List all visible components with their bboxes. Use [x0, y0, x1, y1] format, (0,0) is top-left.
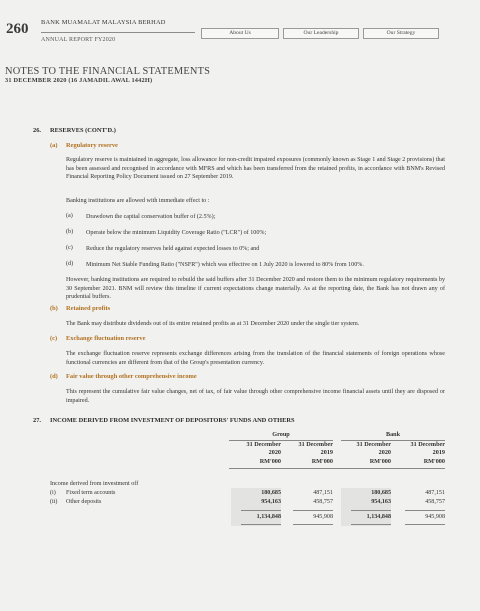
column-header-year: 2020	[378, 449, 391, 457]
subsection-b-letter: (b)	[50, 305, 58, 312]
column-header-unit: RM'000	[311, 457, 333, 465]
column-header	[275, 441, 333, 466]
header-underline	[229, 468, 445, 469]
total-rule	[293, 510, 333, 511]
fair-value-paragraph: This represent the cumulative fair value changes, net of tax, of fair value through other comprehensive income financial assets until they are disposed or impaired.	[66, 389, 445, 404]
cell-bank-2019: 458,757	[425, 499, 445, 505]
report-name: ANNUAL REPORT FY2020	[41, 37, 116, 43]
page-title: NOTES TO THE FINANCIAL STATEMENTS	[5, 66, 211, 77]
regulatory-reserve-paragraph: Regulatory reserve is maintained in aggregate, loss allowance for non-credit impaired exposures (commonly known as Stage 1 and Stage 2 provisions) that has been assessed and recognised in accordance with MFRS and which has been transferred from the retained profits, in accordance with BNM's Revised Financial Reporting Policy Document issued on 27 September 2019.	[66, 157, 445, 180]
page-subtitle: 31 DECEMBER 2020 (16 JAMADIL AWAL 1442H)	[5, 77, 153, 84]
bank-label: Bank	[385, 431, 401, 438]
total-bank-2020: 1,134,848	[366, 514, 391, 520]
column-header-date: 31 December	[246, 441, 281, 448]
list-item-c-letter: (c)	[66, 245, 73, 251]
column-header-unit: RM'000	[423, 457, 445, 465]
column-header-unit: RM'000	[369, 457, 391, 465]
total-bank-2019: 945,908	[425, 514, 445, 520]
row-index: (i)	[50, 490, 56, 496]
column-header-unit: RM'000	[259, 457, 281, 465]
exchange-fluctuation-paragraph: The exchange fluctuation reserve represents exchange differences arising from the translation of the financial statements of foreign operations whose functional currencies are different from that of the Group's presentation currency.	[66, 351, 445, 366]
subsection-d-title: Fair value through other comprehensive income	[66, 373, 197, 380]
list-item-a-text: Drawdown the capital conservation buffer of (2.5%);	[86, 214, 216, 220]
column-header	[387, 441, 445, 466]
row-label: Other deposits	[66, 499, 102, 505]
section-27-number: 27.	[33, 417, 41, 424]
column-header	[333, 441, 391, 466]
section-27-title: INCOME DERIVED FROM INVESTMENT OF DEPOSITORS' FUNDS AND OTHERS	[50, 417, 295, 424]
list-item-b-letter: (b)	[66, 229, 74, 235]
cell-group-2019: 458,757	[313, 499, 333, 505]
header-divider	[41, 32, 195, 33]
cell-bank-2020: 180,685	[371, 490, 391, 496]
banking-institutions-paragraph: Banking institutions are allowed with immediate effect to :	[66, 198, 210, 204]
total-double-rule	[405, 524, 445, 525]
list-item-d-letter: (d)	[66, 261, 74, 267]
nav-about-us-button[interactable]: About Us	[201, 28, 279, 39]
total-rule	[405, 510, 445, 511]
income-derived-heading: Income derived from investment off	[50, 481, 139, 487]
column-header-date: 31 December	[356, 441, 391, 448]
total-rule	[351, 510, 391, 511]
section-26-number: 26.	[33, 127, 41, 134]
cell-group-2020: 954,163	[261, 499, 281, 505]
nav-our-strategy-button[interactable]: Our Strategy	[363, 28, 439, 39]
nav-our-leadership-button[interactable]: Our Leadership	[283, 28, 359, 39]
subsection-d-letter: (d)	[50, 373, 58, 380]
row-index: (ii)	[50, 499, 58, 505]
total-double-rule	[241, 524, 281, 525]
column-header-year: 2020	[268, 449, 281, 457]
list-item-c-text: Reduce the regulatory reserves held against expected losses to 0%; and	[86, 246, 260, 252]
group-label: Group	[272, 431, 290, 438]
retained-profits-paragraph: The Bank may distribute dividends out of its entire retained profits as at 31 December 2020 under the single tier system.	[66, 321, 360, 327]
cell-bank-2019: 487,151	[425, 490, 445, 496]
total-group-2020: 1,134,848	[256, 514, 281, 520]
total-double-rule	[293, 524, 333, 525]
list-item-b-text: Operate below the minimum Liquidity Coverage Ratio ("LCR") of 100%;	[86, 230, 267, 236]
cell-group-2019: 487,151	[313, 490, 333, 496]
rebuild-buffers-paragraph: However, banking institutions are required to rebuild the said buffers after 31 December 2020 and restore them to the minimum regulatory requirements by 30 September 2021. BNM will review this timeline if current expectations change materially. As at the reporting date, the Bank has not drawn any of prudential buffers.	[66, 277, 445, 300]
column-header	[223, 441, 281, 466]
section-26-title: RESERVES (CONT'D.)	[50, 127, 116, 134]
list-item-a-letter: (a)	[66, 213, 73, 219]
subsection-a-title: Regulatory reserve	[66, 142, 118, 149]
column-header-date: 31 December	[298, 441, 333, 448]
column-header-date: 31 December	[410, 441, 445, 448]
column-header-year: 2019	[320, 449, 333, 457]
total-double-rule	[351, 524, 391, 525]
page-number: 260	[6, 21, 29, 37]
row-label: Fixed term accounts	[66, 490, 116, 496]
cell-bank-2020: 954,163	[371, 499, 391, 505]
subsection-c-letter: (c)	[50, 335, 58, 342]
list-item-d-text: Minimum Net Stable Funding Ratio ("NSFR") which was effective on 1 July 2020 is lowered to 80% from 100%.	[86, 262, 364, 268]
subsection-a-letter: (a)	[50, 142, 58, 149]
bank-name: BANK MUAMALAT MALAYSIA BERHAD	[41, 19, 166, 26]
column-header-year: 2019	[432, 449, 445, 457]
total-rule	[241, 510, 281, 511]
cell-group-2020: 180,685	[261, 490, 281, 496]
subsection-b-title: Retained profits	[66, 305, 111, 312]
subsection-c-title: Exchange fluctuation reserve	[66, 335, 146, 342]
total-group-2019: 945,908	[313, 514, 333, 520]
